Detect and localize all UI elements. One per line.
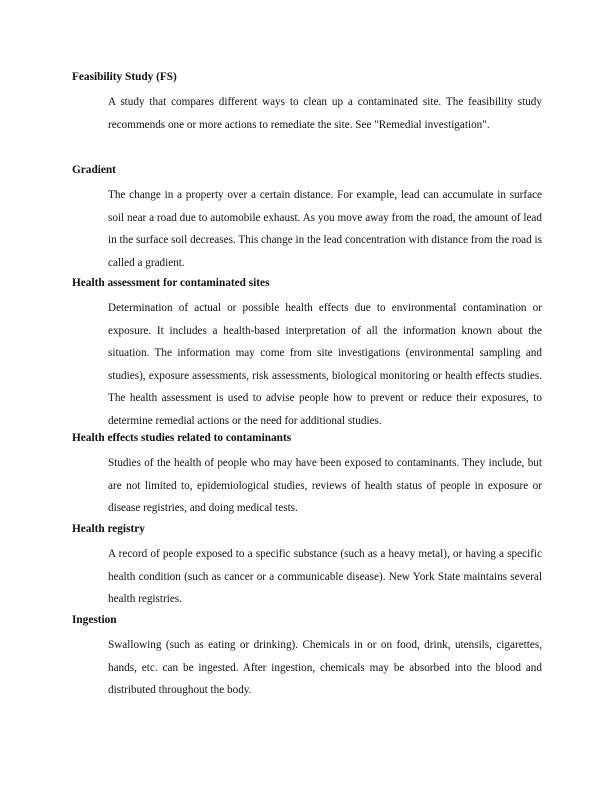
glossary-term: Health effects studies related to contaminants — [72, 432, 292, 444]
glossary-term: Health registry — [72, 523, 145, 535]
glossary-entry-gradient — [72, 163, 542, 274]
glossary-definition: Determination of actual or possible health effects due to environmental contamination or exposure. It includes a health-based interpretation of all the information known about the situation. The information may come from site investigations (environmental sampling and studies), exposure assessments, risk assessments, biological monitoring or health effects studies. The health assessment is used to advise people how to prevent or reduce their exposures, to determine remedial actions or the need for additional studies. — [108, 302, 542, 427]
glossary-entry-health-registry — [72, 522, 542, 611]
glossary-term: Ingestion — [72, 614, 117, 626]
glossary-definition: Studies of the health of people who may have been exposed to contaminants. They include, but are not limited to, epidemiological studies, reviews of health status of people in exposure or disease registries, and doing medical tests. — [108, 457, 542, 515]
glossary-term: Health assessment for contaminated sites — [72, 277, 270, 289]
glossary-entry-health-effects-studies — [72, 431, 542, 520]
glossary-definition: A study that compares different ways to clean up a contaminated site. The feasibility study recommends one or more actions to remediate the site. See "Remedial investigation". — [108, 96, 542, 131]
glossary-term: Gradient — [72, 164, 116, 176]
glossary-definition: The change in a property over a certain distance. For example, lead can accumulate in surface soil near a road due to automobile exhaust. As you move away from the road, the amount of lead in the surface soil decreases. This change in the lead concentration with distance from the road is called a gradient. — [108, 189, 542, 269]
glossary-term: Feasibility Study (FS) — [72, 71, 177, 83]
glossary-definition: A record of people exposed to a specific substance (such as a heavy metal), or having a specific health condition (such as cancer or a communicable disease). New York State maintains several health registries. — [108, 548, 542, 606]
glossary-entry-health-assessment — [72, 276, 542, 433]
glossary-entry-feasibility-study — [72, 70, 542, 136]
glossary-definition: Swallowing (such as eating or drinking). Chemicals in or on food, drink, utensils, cigarettes, hands, etc. can be ingested. After ingestion, chemicals may be absorbed into the blood and distributed throughout the body. — [108, 639, 542, 697]
glossary-entry-ingestion — [72, 613, 542, 702]
